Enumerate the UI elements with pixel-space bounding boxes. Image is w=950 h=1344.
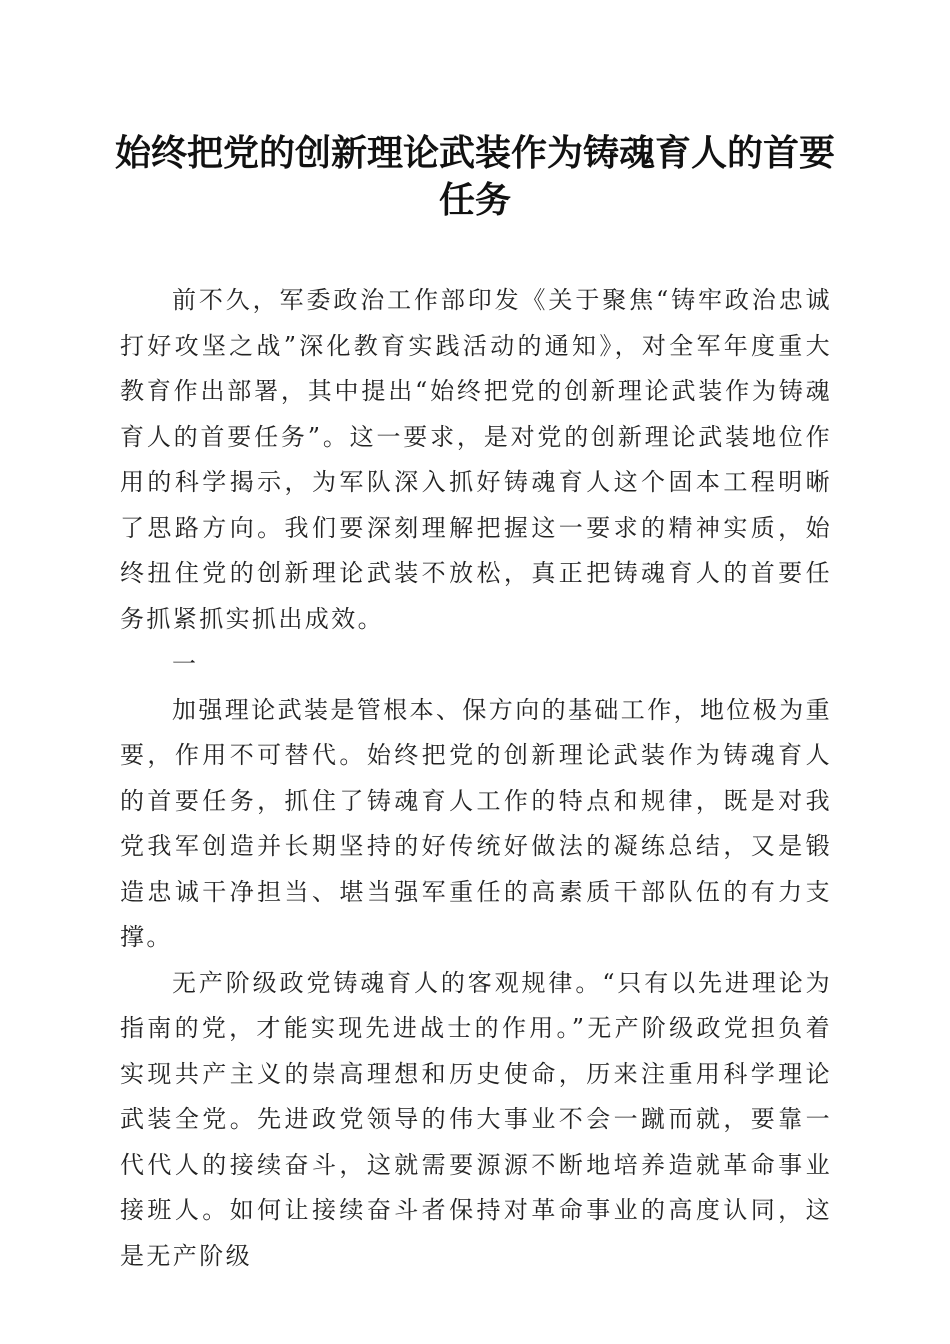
paragraph-intro: 前不久，军委政治工作部印发《关于聚焦“铸牢政治忠诚打好攻坚之战”深化教育实践活动的通知》，对全军年度重大教育作出部署，其中提出“始终把党的创新理论武装作为铸魂育人的首要任务”。这一要求，是对党的创新理论武装地位作用的科学揭示，为军队深入抓好铸魂育人这个固本工程明晰了思路方向。我们要深刻理解把握这一要求的精神实质，始终扭住党的创新理论武装不放松，真正把铸魂育人的首要任务抓紧抓实抓出成效。 (120, 286, 832, 633)
document-title: 始终把党的创新理论武装作为铸魂育人的首要任务 (114, 132, 835, 221)
section-number: 一 (172, 650, 199, 678)
paragraph-section-one: 加强理论武装是管根本、保方向的基础工作，地位极为重要，作用不可替代。始终把党的创新理论武装作为铸魂育人的首要任务，抓住了铸魂育人工作的特点和规律，既是对我党我军创造并长期坚持的好传统好做法的凝练总结，又是锻造忠诚干净担当、堪当强军重任的高素质干部队伍的有力支撑。 (120, 695, 832, 951)
document-body (120, 278, 832, 1279)
paragraph-objective-law: 无产阶级政党铸魂育人的客观规律。“只有以先进理论为指南的党，才能实现先进战士的作用。”无产阶级政党担负着实现共产主义的崇高理想和历史使命，历来注重用科学理论武装全党。先进政党领导的伟大事业不会一蹴而就，要靠一代代人的接续奋斗，这就需要源源不断地培养造就革命事业接班人。如何让接续奋斗者保持对革命事业的高度认同，这是无产阶级 (120, 968, 832, 1270)
